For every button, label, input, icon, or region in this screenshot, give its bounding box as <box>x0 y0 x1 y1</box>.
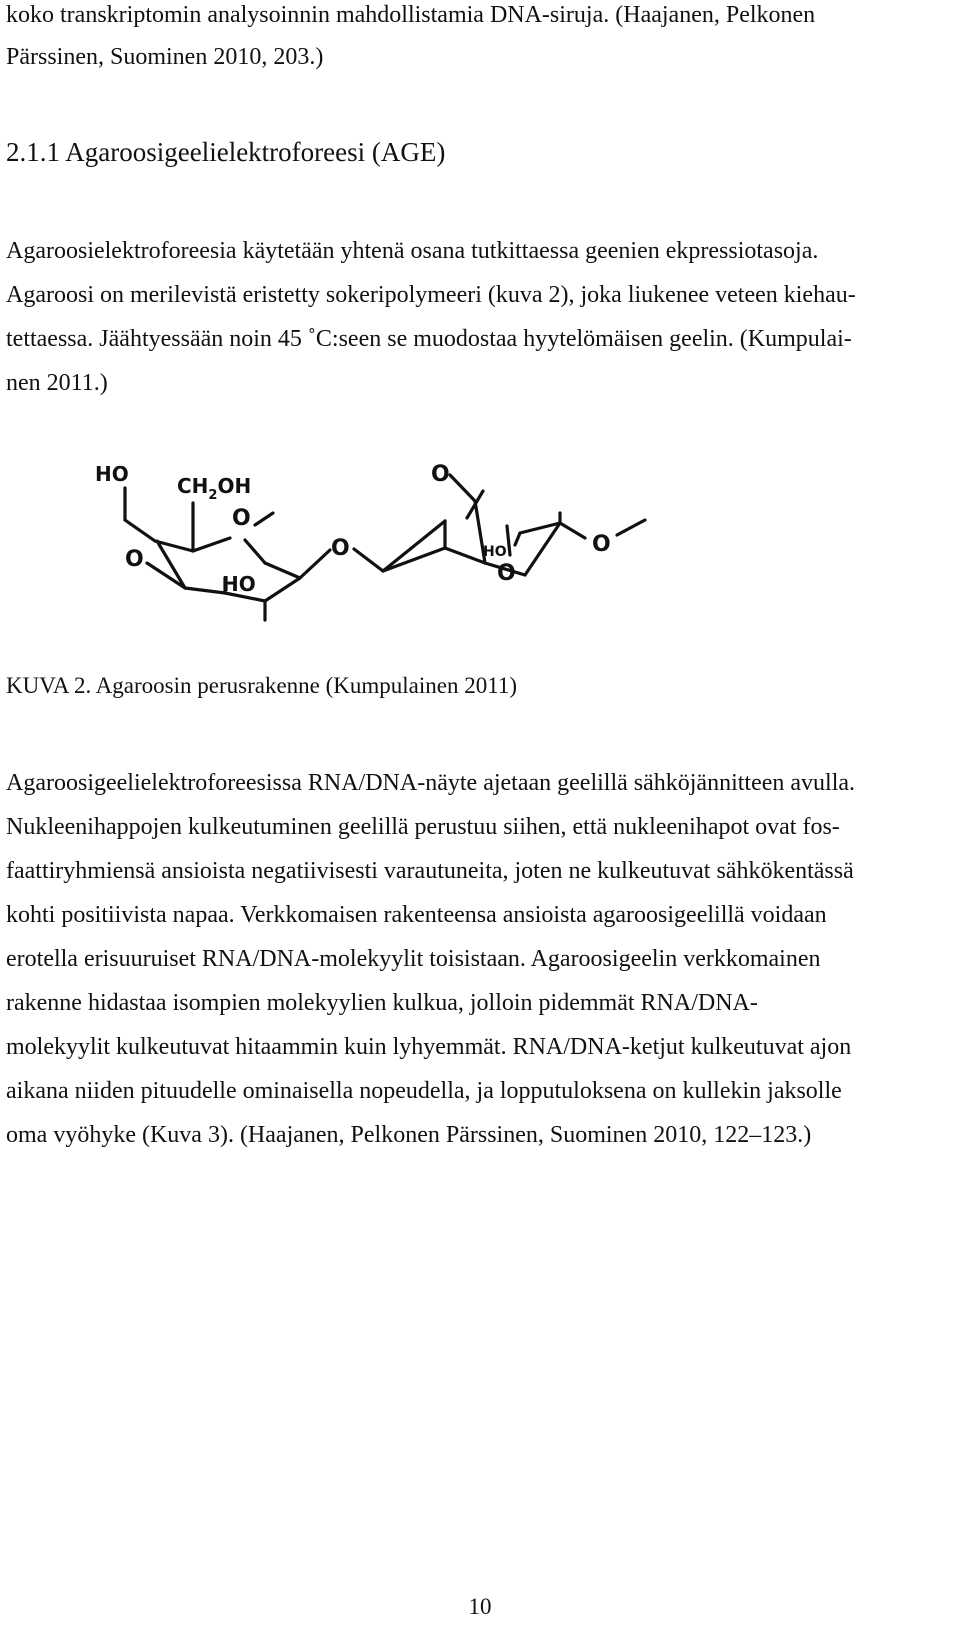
ho-small-label: HO <box>483 544 507 560</box>
paragraph2-line-1: Agaroosigeelielektroforeesissa RNA/DNA-näyte ajetaan geelillä sähköjännitteen avulla. <box>6 770 856 796</box>
right-oxygen-label: O <box>592 532 611 557</box>
paragraph2-line-9: oma vyöhyke (Kuva 3). (Haajanen, Pelkonen Pärssinen, Suominen 2010, 122–123.) <box>6 1122 812 1148</box>
ring-oxygen-left-label: O <box>232 506 251 531</box>
paragraph2-line-5: erotella erisuuruiset RNA/DNA-molekyylit toisistaan. Agaroosigeelin verkkomainen <box>6 946 821 972</box>
paragraph2-line-3: faattiryhmiensä ansioista negatiivisesti varautuneita, joten ne kulkeutuvat sähkökentässä <box>6 858 854 884</box>
intro-line-2: Pärssinen, Suominen 2010, 203.) <box>6 44 324 70</box>
ch2oh-tail: OH <box>217 474 252 498</box>
paragraph1-line-3: tettaessa. Jäähtyessään noin 45 ˚C:seen se muodostaa hyytelömäisen geelin. (Kumpulai- <box>6 326 852 352</box>
paragraph2-line-7: molekyylit kulkeutuvat hitaammin kuin lyhyemmät. RNA/DNA-ketjut kulkeutuvat ajon <box>6 1034 852 1060</box>
paragraph2-line-8: aikana niiden pituudelle ominaisella nopeudella, ja lopputuloksena on kullekin jaksolle <box>6 1078 842 1104</box>
ch2oh-label <box>177 474 251 503</box>
ho-bottom-label: HO <box>222 572 256 596</box>
agarose-structure-figure <box>95 463 675 633</box>
ho-top-label: HO <box>95 463 129 486</box>
left-oxygen-label: O <box>125 547 144 572</box>
paragraph1-line-4: nen 2011.) <box>6 370 108 396</box>
top-oxygen-label: O <box>431 463 450 487</box>
paragraph2-line-6: rakenne hidastaa isompien molekyylien kulkua, jolloin pidemmät RNA/DNA- <box>6 990 758 1016</box>
page-number: 10 <box>468 1594 492 1619</box>
ch2oh-subscript: 2 <box>208 488 218 503</box>
ch2oh-main: CH <box>177 474 209 498</box>
paragraph1-line-2: Agaroosi on merilevistä eristetty sokeripolymeeri (kuva 2), joka liukenee veteen kiehau- <box>6 282 856 308</box>
ring-oxygen-right-label: O <box>497 561 516 586</box>
figure-caption: KUVA 2. Agaroosin perusrakenne (Kumpulainen 2011) <box>6 673 518 698</box>
bridge-oxygen-label: O <box>331 536 350 561</box>
paragraph2-line-4: kohti positiivista napaa. Verkkomaisen rakenteensa ansioista agaroosigeelillä voidaan <box>6 902 827 928</box>
section-heading: 2.1.1 Agaroosigeelielektroforeesi (AGE) <box>6 137 446 167</box>
paragraph1-line-1: Agaroosielektroforeesia käytetään yhtenä osana tutkittaessa geenien ekpressiotasoja. <box>6 238 819 264</box>
paragraph2-line-2: Nukleenihappojen kulkeutuminen geelillä perustuu siihen, että nukleenihapot ovat fos- <box>6 814 840 840</box>
intro-line-1: koko transkriptomin analysoinnin mahdollistamia DNA-siruja. (Haajanen, Pelkonen <box>6 2 816 28</box>
